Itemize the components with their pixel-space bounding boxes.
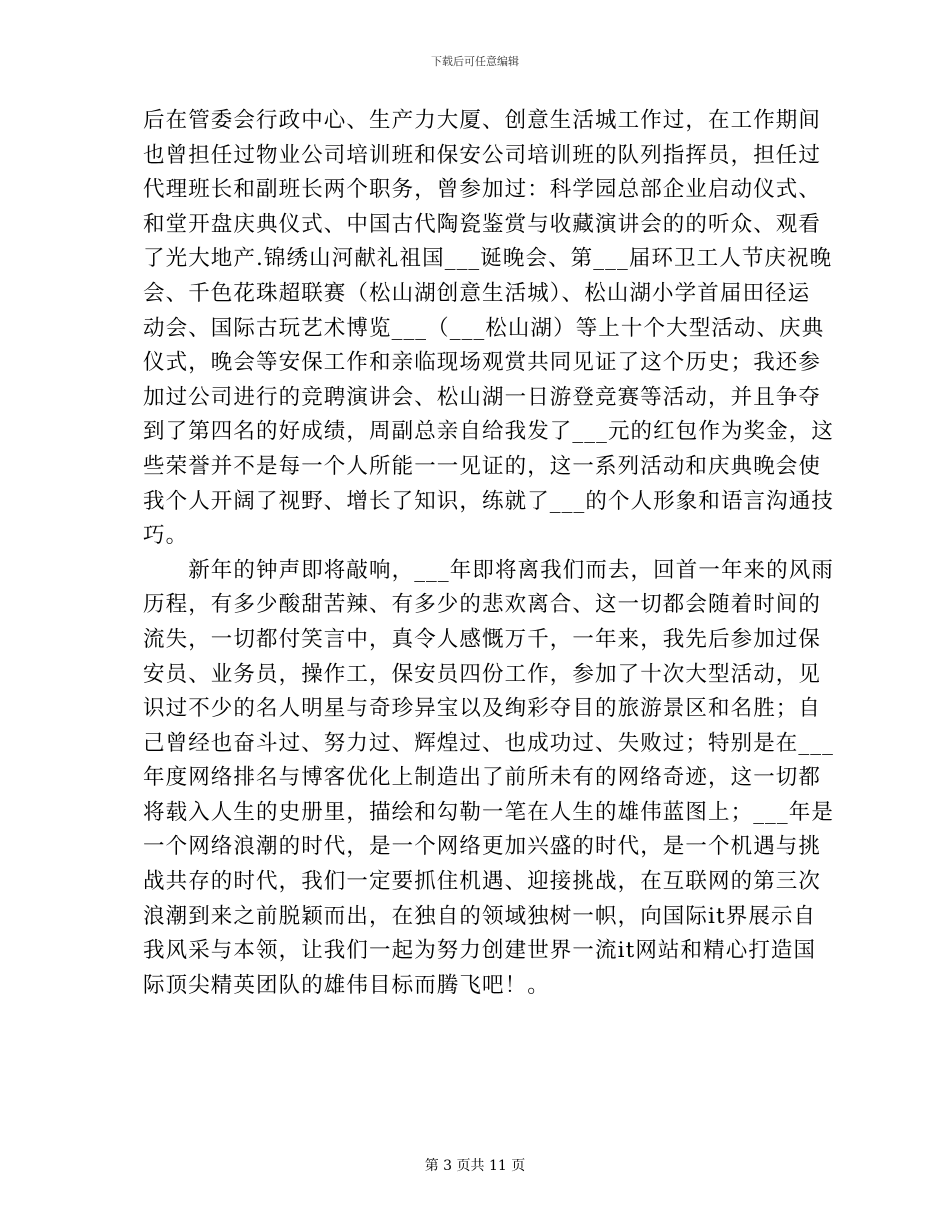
text-line: 动会、国际古玩艺术博览___（___松山湖）等上十个大型活动、庆典 <box>143 315 825 341</box>
page-header: 下载后可任意编辑 <box>431 55 519 68</box>
text-line: 仪式，晚会等安保工作和亲临现场观赏共同见证了这个历史；我还参 <box>143 350 822 376</box>
page-number-footer: 第 3 页共 11 页 <box>424 1158 526 1174</box>
text-line: 我风采与本领，让我们一起为努力创建世界一流it网站和精心打造国 <box>143 938 817 964</box>
text-line: 和堂开盘庆典仪式、中国古代陶瓷鉴赏与收藏演讲会的的听众、观看 <box>143 211 822 237</box>
text-line: 新年的钟声即将敲响，___年即将离我们而去，回首一年来的风雨 <box>143 557 834 583</box>
text-line: 代理班长和副班长两个职务，曾参加过：科学园总部企业启动仪式、 <box>143 177 822 203</box>
text-line: 会、千色花珠超联赛（松山湖创意生活城）、松山湖小学首届田径运 <box>143 280 811 306</box>
text-line: 历程，有多少酸甜苦辣、有多少的悲欢离合、这一切都会随着时间的 <box>143 592 822 618</box>
text-line: 将载入人生的史册里，描绘和勾勒一笔在人生的雄伟蓝图上；___年是 <box>143 799 834 825</box>
text-line: 了光大地产.锦绣山河献礼祖国___诞晚会、第___届环卫工人节庆祝晚 <box>143 246 833 272</box>
text-line: 战共存的时代，我们一定要抓住机遇、迎接挑战，在互联网的第三次 <box>143 869 822 895</box>
text-line: 一个网络浪潮的时代，是一个网络更加兴盛的时代，是一个机遇与挑 <box>143 834 822 860</box>
text-line: 巧。 <box>143 523 189 549</box>
text-line: 年度网络排名与博客优化上制造出了前所未有的网络奇迹，这一切都 <box>143 765 822 791</box>
text-line: 我个人开阔了视野、增长了知识，练就了___的个人形象和语言沟通技 <box>143 488 834 514</box>
text-line: 也曾担任过物业公司培训班和保安公司培训班的队列指挥员，担任过 <box>143 142 822 168</box>
text-line: 到了第四名的好成绩，周副总亲自给我发了___元的红包作为奖金，这 <box>143 419 834 445</box>
text-line: 安员、业务员，操作工，保安员四份工作，参加了十次大型活动，见 <box>143 661 822 687</box>
text-line: 际顶尖精英团队的雄伟目标而腾飞吧！。 <box>143 972 550 998</box>
text-line: 己曾经也奋斗过、努力过、辉煌过、也成功过、失败过；特别是在___ <box>143 730 834 756</box>
text-line: 些荣誉并不是每一个人所能一一见证的，这一系列活动和庆典晚会使 <box>143 453 822 479</box>
text-line: 浪潮到来之前脱颖而出，在独自的领域独树一帜，向国际it界展示自 <box>143 903 817 929</box>
text-line: 流失，一切都付笑言中，真令人感慨万千，一年来，我先后参加过保 <box>143 626 822 652</box>
text-line: 加过公司进行的竞聘演讲会、松山湖一日游登竞赛等活动，并且争夺 <box>143 384 822 410</box>
document-body <box>143 104 834 1003</box>
text-line: 识过不少的名人明星与奇珍异宝以及绚彩夺目的旅游景区和名胜；自 <box>143 696 822 722</box>
text-line: 后在管委会行政中心、生产力大厦、创意生活城工作过，在工作期间 <box>143 108 822 133</box>
